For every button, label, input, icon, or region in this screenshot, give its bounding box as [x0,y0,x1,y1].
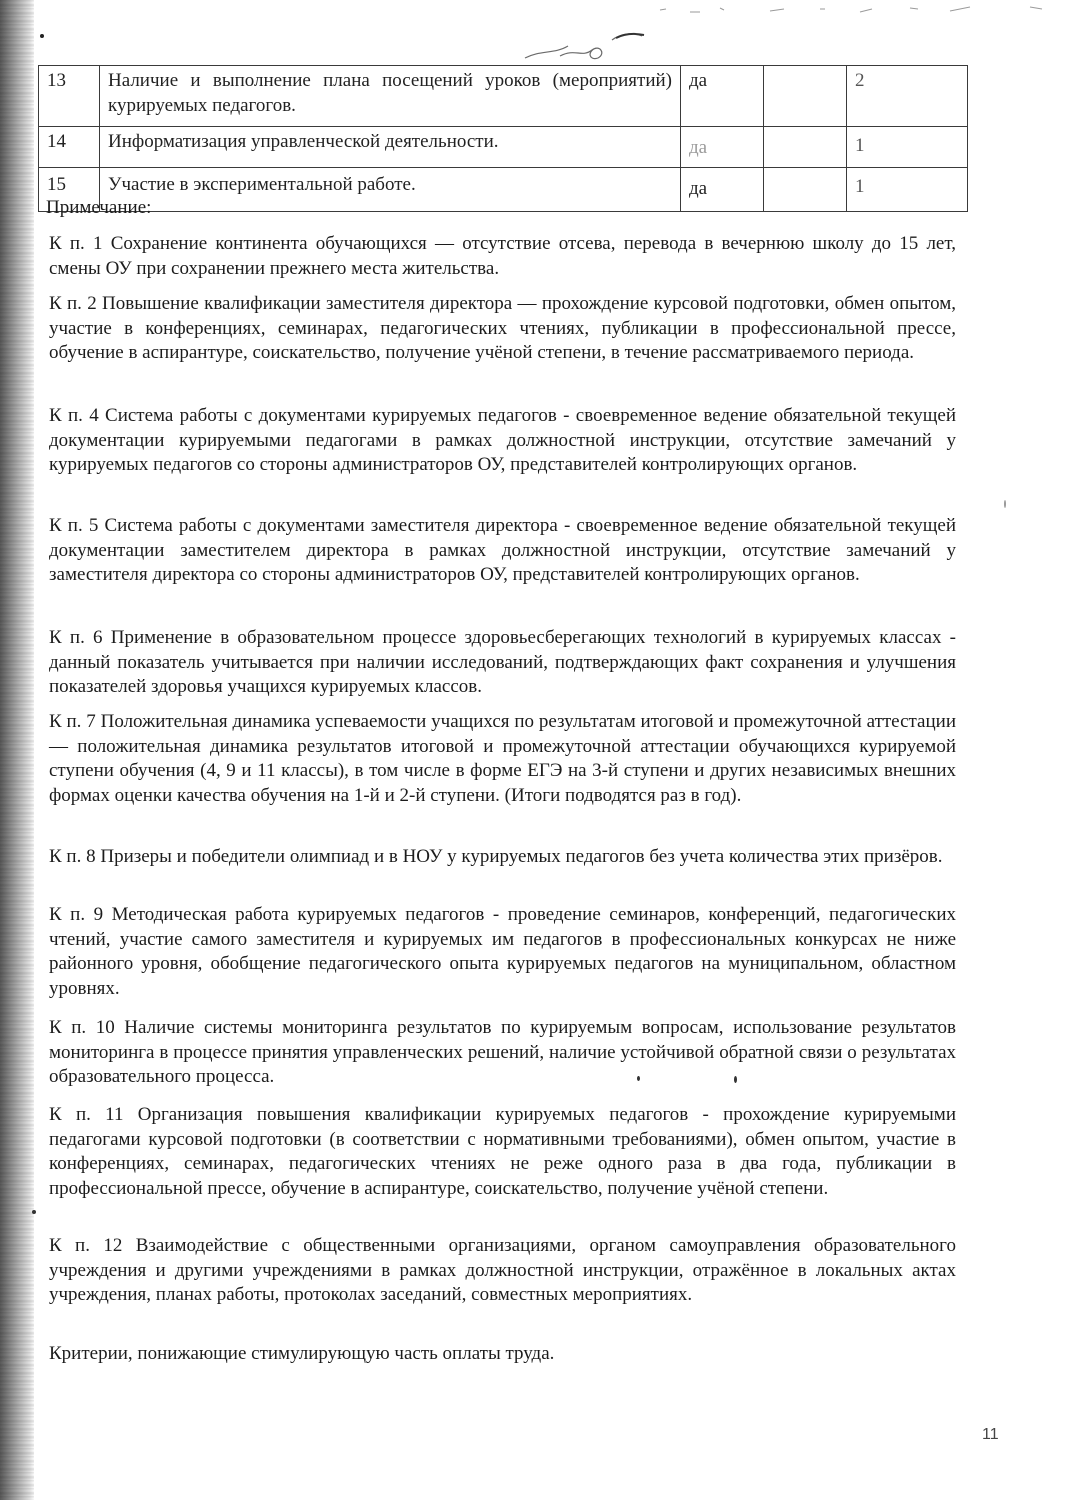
row-points: 1 [847,127,968,168]
note-item [49,1016,956,1090]
row-extra [764,66,847,127]
pen-scribble-mark [520,28,650,64]
scan-shadow-edge [0,0,34,1500]
note-item [49,845,956,870]
note-text: Система работы с документами заместителя директора - своевременное ведение обязательной текущей документации заместителем директора в рамках должностной инструкции, отсутствие замечаний у заместителя директора со стороны администраторов ОУ, представителей контролирующих органов. [49,515,956,585]
row-extra [764,168,847,212]
scan-speck [637,1076,640,1081]
criteria-table [38,65,968,212]
note-item [49,232,956,281]
scan-speck [1004,500,1006,508]
note-text: Организация повышения квалификации курируемых педагогов - прохождение курируемыми педагогами курсовой подготовки (в соответствии с нормативными требованиями), обмен опытом, участие в конференциях, семинарах, педагогических чтениях не реже одного раза в два года, публикации в профессиональной прессе, обучение в аспирантуре, соискательство, получение учёной степени. [49,1104,956,1199]
note-item [49,710,956,808]
note-item [49,903,956,1001]
row-points: 2 [847,66,968,127]
note-item [49,514,956,588]
note-text: Повышение квалификации заместителя директора — прохождение курсовой подготовки, обмен опытом, участие в конференциях, семинарах, педагогических чтениях, публикации в профессиональной прессе, обучение в аспирантуре, соискательство, получение учёной степени, в течение рассматриваемого периода. [49,293,956,363]
page-number: 11 [982,1426,999,1443]
closing-heading: Критерии, понижающие стимулирующую часть оплаты труда. [49,1343,555,1364]
scan-noise-marks [650,2,1080,22]
note-ref: К п. 1 [49,233,103,254]
row-answer: да [681,66,764,127]
note-text: Призеры и победители олимпиад и в НОУ у курируемых педагогов без учета количества этих призёров. [95,846,943,867]
note-text: Положительная динамика успеваемости учащихся по результатам итоговой и промежуточной аттестации — положительная динамика результатов итоговой и промежуточной аттестации обучающихся курируемой ступени обучения (4, 9 и 11 классы), в том числе в форме ЕГЭ на 3-й ступени и других независимых внешних формах оценки качества обучения на 1-й и 2-й ступени. (Итоги подводятся раз в год). [49,711,956,806]
row-number: 13 [39,66,100,127]
scan-speck [734,1076,737,1083]
table-row [39,168,968,212]
note-ref: К п. 2 [49,293,97,314]
row-answer: да [681,168,764,212]
note-ref: К п. 7 [49,711,96,732]
note-ref: К п. 4 [49,405,99,426]
row-points: 1 [847,168,968,212]
table-row [39,127,968,168]
note-text: Сохранение континента обучающихся — отсутствие отсева, перевода в вечернюю школу до 15 лет, смены ОУ при сохранении прежнего места жительства. [49,233,956,279]
note-text: Применение в образовательном процессе здоровьесберегающих технологий в курируемых классах - данный показатель учитывается при наличии исследований, подтверждающих факт сохранения и улучшения показателей здоровья учащихся курируемых классов. [49,627,956,697]
note-item [49,1234,956,1308]
note-label: Примечание: [46,197,152,218]
note-text: Методическая работа курируемых педагогов - проведение семинаров, конференций, педагогических чтений, участие самого заместителя и курируемых им педагогов в профессиональных конкурсах не ниже районного уровня, обобщение педагогического опыта курируемых педагогов на муниципальном, областном уровнях. [49,904,956,999]
row-description: Наличие и выполнение плана посещений уроков (мероприятий) курируемых педагогов. [100,66,681,127]
note-ref: К п. 10 [49,1017,115,1038]
row-description: Участие в экспериментальной работе. [100,168,681,212]
note-ref: К п. 5 [49,515,99,536]
row-answer: да [681,127,764,168]
note-ref: К п. 12 [49,1235,123,1256]
note-item [49,404,956,478]
row-extra [764,127,847,168]
row-number: 14 [39,127,100,168]
note-ref: К п. 9 [49,904,104,925]
note-text: Система работы с документами курируемых педагогов - своевременное ведение обязательной текущей документации курируемыми педагогами в рамках должностной инструкции, отсутствие замечаний у курируемых педагогов со стороны администраторов ОУ, представителей контролирующих органов. [49,405,956,475]
note-item [49,626,956,700]
note-text: Наличие системы мониторинга результатов по курируемым вопросам, использование результатов мониторинга в процессе принятия управленческих решений, наличие устойчивой обратной связи о результатах образовательного процесса. [49,1017,957,1087]
note-item [49,1103,956,1201]
note-item [49,292,956,366]
scan-speck [32,1210,36,1214]
row-number: 15 [39,168,100,212]
note-ref: К п. 11 [49,1104,124,1125]
note-ref: К п. 6 [49,627,103,648]
table-row [39,66,968,127]
row-description: Информатизация управленческой деятельности. [100,127,681,168]
note-text: Взаимодействие с общественными организациями, органом самоуправления образовательного учреждения и другими учреждениями в рамках должностной инструкции, отражённое в локальных актах учреждения, планах работы, протоколах заседаний, совместных мероприятиях. [49,1235,956,1305]
scan-speck [40,34,44,38]
note-ref: К п. 8 [49,846,96,867]
